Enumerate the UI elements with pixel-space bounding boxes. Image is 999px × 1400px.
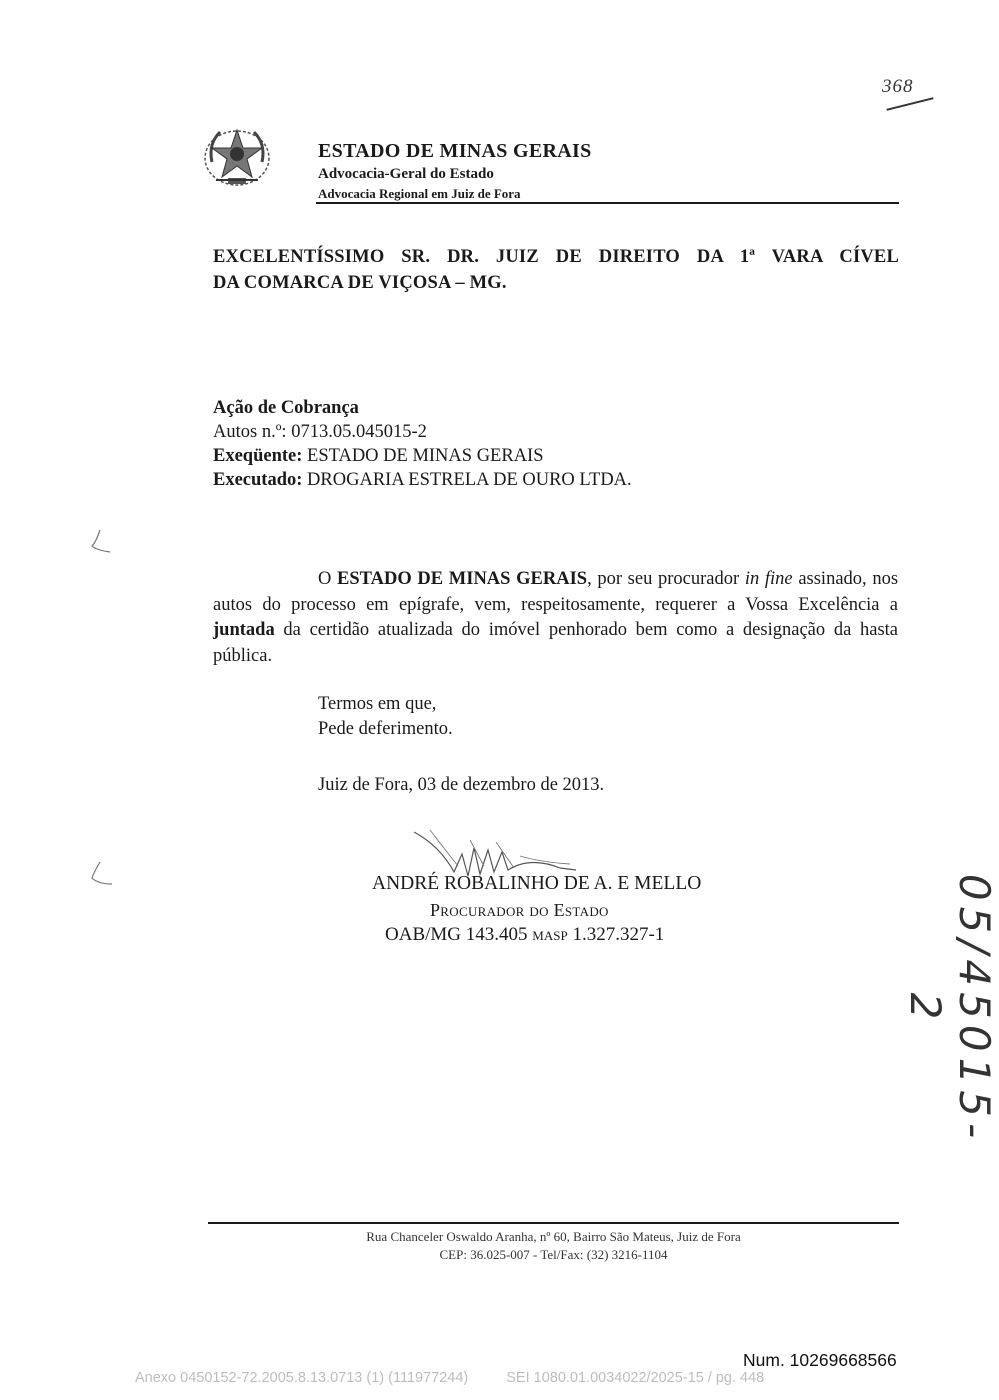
signer-name: ANDRÉ ROBALINHO DE A. E MELLO [372, 873, 702, 894]
annex-footer [135, 1370, 764, 1386]
header-state-name: ESTADO DE MINAS GERAIS [318, 140, 592, 162]
place-and-date: Juiz de Fora, 03 de dezembro de 2013. [318, 775, 605, 795]
closing-line-2: Pede deferimento. [318, 719, 453, 739]
addressee-line-2: DA COMARCA DE VIÇOSA – MG. [213, 273, 507, 293]
header-agency: Advocacia-Geral do Estado [318, 166, 494, 182]
annex-reference: Anexo 0450152-72.2005.8.13.0713 (1) (111977244) [135, 1370, 469, 1386]
signer-role: Procurador do Estado [430, 900, 609, 920]
footer-address: Rua Chanceler Oswaldo Aranha, nº 60, Bairro São Mateus, Juiz de Fora [366, 1229, 741, 1244]
signer-oab-masp: OAB/MG 143.405 masp 1.327.327-1 [385, 924, 665, 945]
margin-mark-icon [86, 860, 116, 890]
closing-line-1: Termos em que, [318, 694, 437, 714]
case-autos: Autos n.º: 0713.05.045015-2 [213, 422, 427, 442]
faint-vertical-stamp [852, 300, 874, 530]
margin-mark-icon [86, 528, 116, 558]
coat-of-arms-icon [202, 122, 272, 188]
footer-rule [208, 1222, 899, 1224]
addressee-block [213, 244, 899, 296]
closing-block [318, 692, 453, 742]
case-action: Ação de Cobrança [213, 398, 359, 418]
case-details [213, 396, 632, 492]
page-number-underline [886, 97, 933, 111]
document-number: Num. 10269668566 [743, 1350, 897, 1370]
footer-address-block [208, 1228, 899, 1264]
addressee-line-1: EXCELENTÍSSIMO SR. DR. JUIZ DE DIREITO DA 1ª VARA CÍVEL [213, 247, 899, 267]
header-office: Advocacia Regional em Juiz de Fora [318, 186, 521, 201]
handwritten-page-number: 368 [882, 76, 914, 97]
sei-reference: SEI 1080.01.0034022/2025-15 / pg. 448 [506, 1370, 765, 1386]
footer-contact: CEP: 36.025-007 - Tel/Fax: (32) 3216-1104 [439, 1247, 668, 1262]
header-rule [316, 202, 899, 204]
handwritten-case-number: 05/45015-2 [901, 873, 999, 1145]
case-executado: Executado: DROGARIA ESTRELA DE OURO LTDA. [213, 470, 632, 490]
request-paragraph: O ESTADO DE MINAS GERAIS, por seu procurador in fine assinado, nos autos do processo em epígrafe, vem, respeitosamente, requerer a Vossa Excelência a juntada da certidão atualizada do imóvel penhorado bem como a designação da hasta pública. [213, 569, 899, 666]
case-exequente: Exeqüente: ESTADO DE MINAS GERAIS [213, 446, 544, 466]
